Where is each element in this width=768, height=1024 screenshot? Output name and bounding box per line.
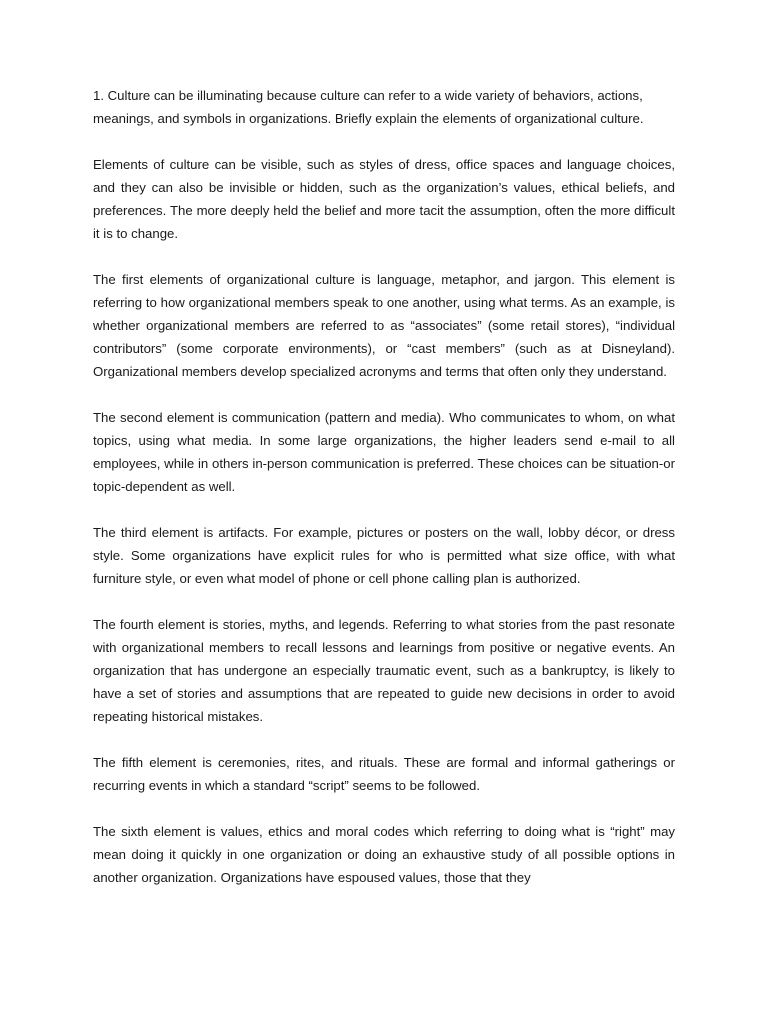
paragraph-ceremonies-rites-rituals: The fifth element is ceremonies, rites, and rituals. These are formal and informal gatherings or recurring events in which a standard “script” seems to be followed. [93,755,675,793]
question-text: 1. Culture can be illuminating because culture can refer to a wide variety of behaviors, actions, meanings, and symbols in organizations. Briefly explain the elements of organizational culture. [93,88,644,126]
paragraph-artifacts: The third element is artifacts. For example, pictures or posters on the wall, lobby décor, or dress style. Some organizations have explicit rules for who is permitted what size office, with what furniture style, or even what model of phone or cell phone calling plan is authorized. [93,525,675,586]
paragraph-communication: The second element is communication (pattern and media). Who communicates to whom, on what topics, using what media. In some large organizations, the higher leaders send e-mail to all employees, while in others in-person communication is preferred. These choices can be situation-or topic-dependent as well. [93,410,675,494]
paragraph-language-metaphor-jargon: The first elements of organizational culture is language, metaphor, and jargon. This element is referring to how organizational members speak to one another, using what terms. As an example, is whether organizational members are referred to as “associates” (some retail stores), “individual contributors” (some corporate environments), or “cast members” (such as at Disneyland). Organizational members develop specialized acronyms and terms that often only they understand. [93,272,675,379]
document-page [93,84,675,912]
paragraph-visible-hidden-elements: Elements of culture can be visible, such as styles of dress, office spaces and language choices, and they can also be invisible or hidden, such as the organization’s values, ethical beliefs, and preferences. The more deeply held the belief and more tacit the assumption, often the more difficult it is to change. [93,157,675,241]
paragraph-stories-myths-legends: The fourth element is stories, myths, and legends. Referring to what stories from the past resonate with organizational members to recall lessons and learnings from positive or negative events. An organization that has undergone an especially traumatic event, such as a bankruptcy, is likely to have a set of stories and assumptions that are repeated to guide new decisions in order to avoid repeating historical mistakes. [93,617,675,724]
paragraph-values-ethics-moral-codes: The sixth element is values, ethics and moral codes which referring to doing what is “right” may mean doing it quickly in one organization or doing an exhaustive study of all possible options in another organization. Organizations have espoused values, those that they [93,824,675,885]
